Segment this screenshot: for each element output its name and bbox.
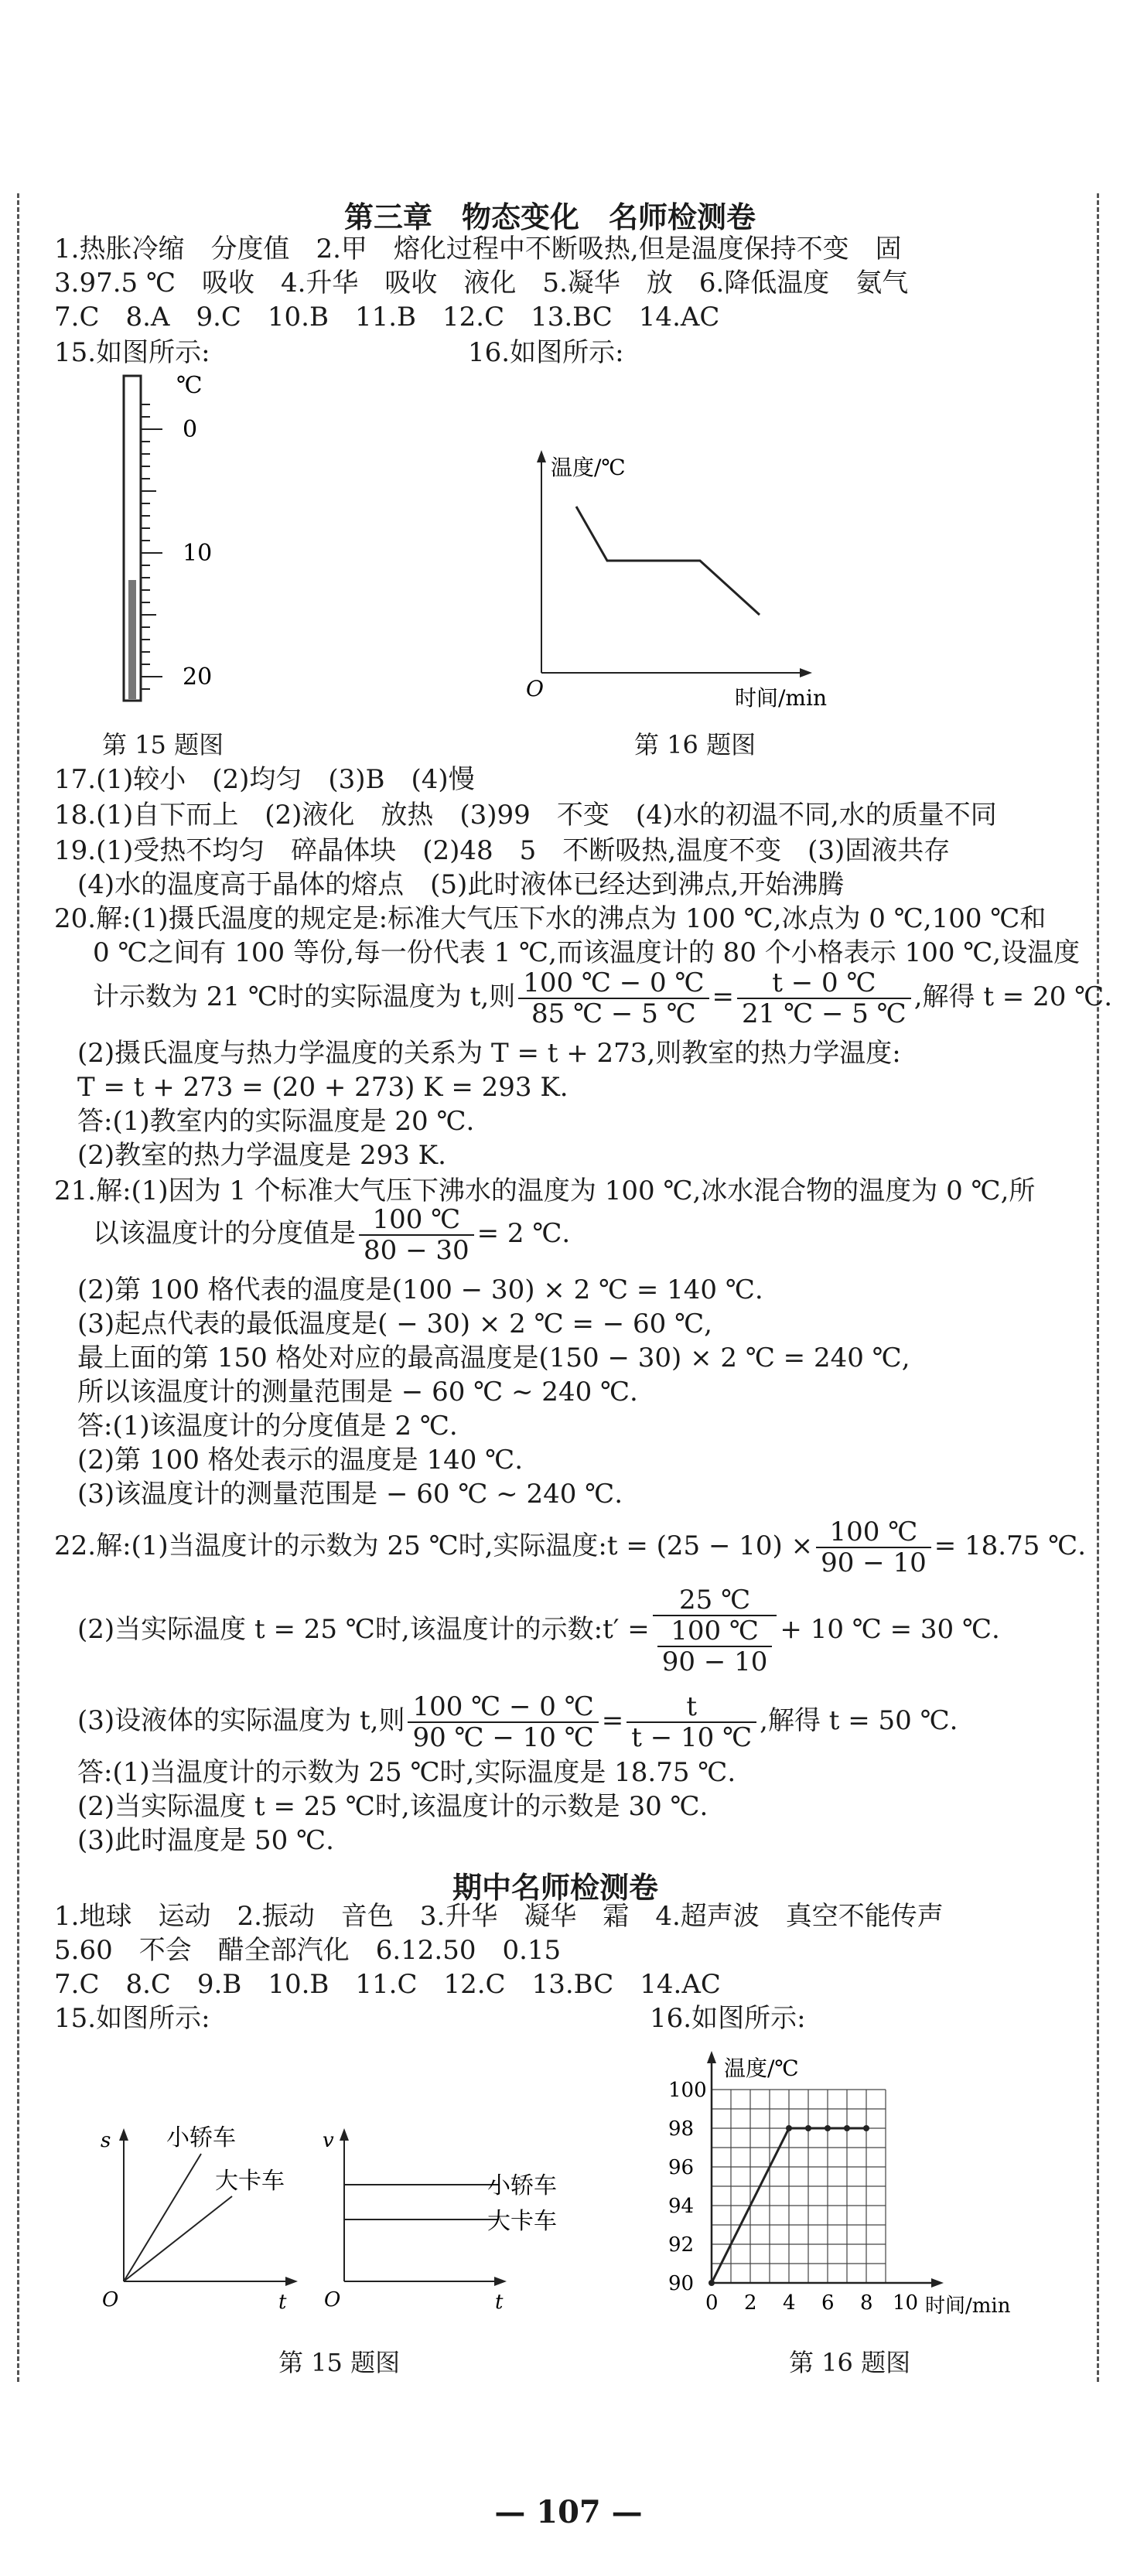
x-axis-arrow [800,668,812,677]
thermometer-body [124,376,141,701]
fraction-1 [518,968,708,1029]
y-axis-label: 温度/℃ [551,455,626,480]
st-y-label: s [101,2129,111,2152]
y-axis-arrow [537,450,546,462]
fraction-7-num: t [627,1692,756,1723]
st-truck-label: 大卡车 [215,2168,285,2195]
data-point [825,2125,831,2131]
fraction-4-den: 90 − 10 [821,1547,927,1578]
fig16-caption: 第 16 题图 [634,730,756,759]
answer-20-b: 0 ℃之间有 100 等份,每一份代表 1 ℃,而该温度计的 80 个小格表示 100 ℃,设温度 [93,937,1081,968]
answer-15-label: 15.如图所示: [54,337,210,368]
answer-22-f: (3)此时温度是 50 ℃. [77,1825,334,1856]
y-tick-label: 100 [668,2079,707,2102]
answer-22-a-pre: 22.解:(1)当温度计的示数为 25 ℃时,实际温度:t = (25 − 10) × [54,1530,814,1561]
fraction-1-num: 100 ℃ − 0 ℃ [518,968,708,999]
x-axis-label: 时间/min [925,2295,1011,2318]
v-t-graph [321,2119,599,2312]
midterm-line-2: 5.60 不会 醋全部汽化 6.12.50 0.15 [54,1935,562,1966]
x-axis-label: 时间/min [735,685,827,711]
answer-20-c [93,968,1112,1029]
x-axis-arrow [931,2278,944,2288]
answer-18: 18.(1)自下而上 (2)液化 放热 (3)99 不变 (4)水的初温不同,水的质量不同 [54,800,997,831]
vt-x-arrow [494,2277,507,2286]
y-tick-label: 92 [668,2233,695,2257]
y-tick-label: 96 [668,2156,695,2179]
fraction-3 [359,1205,474,1265]
answer-19-b: (4)水的温度高于晶体的熔点 (5)此时液体已经达到沸点,开始沸腾 [77,869,845,900]
x-tick-label: 10 [893,2291,919,2315]
fraction-4 [816,1517,931,1578]
answer-22-e: (2)当实际温度 t = 25 ℃时,该温度计的示数是 30 ℃. [77,1791,708,1822]
st-car-line [124,2154,201,2281]
st-truck-line [124,2196,232,2281]
data-point [805,2125,811,2131]
data-point [863,2125,869,2131]
answer-line-1: 1.热胀冷缩 分度值 2.甲 熔化过程中不断吸热,但是温度保持不变 固 [54,234,902,264]
vt-x-label: t [495,2291,504,2312]
answer-22-c [77,1692,958,1752]
fraction-6-num: 100 ℃ − 0 ℃ [408,1692,598,1723]
thermometer-label-10: 10 [183,540,213,567]
st-car-label: 小轿车 [166,2124,236,2151]
thermometer-label-20: 20 [183,664,213,691]
right-dashed-border [1097,193,1099,2382]
answer-20-c-pre: 计示数为 21 ℃时的实际温度为 t,则 [93,981,516,1012]
equals-sign: = [712,981,735,1012]
fraction-7 [627,1692,756,1752]
answer-21-b [93,1205,570,1265]
midterm-fig16-caption: 第 16 题图 [789,2348,911,2377]
x-tick-label: 0 [705,2291,719,2315]
x-tick-label: 4 [783,2291,796,2315]
y-tick-label: 98 [668,2117,695,2141]
left-dashed-border [17,193,19,2382]
fraction-2-num: t − 0 ℃ [737,968,911,999]
fraction-5-inner-den: 90 − 10 [661,1646,768,1677]
st-x-label: t [278,2291,287,2312]
vt-y-label: v [323,2129,334,2152]
answer-16-label: 16.如图所示: [468,337,624,368]
origin-label: O [526,676,544,701]
answer-22-d: 答:(1)当温度计的示数为 25 ℃时,实际温度是 18.75 ℃. [77,1757,736,1788]
x-tick-label: 8 [860,2291,873,2315]
thermometer-figure [108,371,294,711]
fraction-6 [408,1692,598,1752]
fraction-5 [653,1585,777,1677]
data-point [786,2125,792,2131]
fraction-2-den: 21 ℃ − 5 ℃ [742,998,907,1029]
answer-20-a: 20.解:(1)摄氏温度的规定是:标准大气压下水的沸点为 100 ℃,冰点为 0 ℃,100 ℃和 [54,903,1047,934]
answer-line-2: 3.97.5 ℃ 吸收 4.升华 吸收 液化 5.凝华 放 6.降低温度 氨气 [54,268,909,299]
y-axis-arrow [707,2051,716,2063]
midterm-15-label: 15.如图所示: [54,2003,210,2034]
answer-20-f: 答:(1)教室内的实际温度是 20 ℃. [77,1106,475,1137]
answer-22-c-post: ,解得 t = 50 ℃. [760,1705,958,1736]
midterm-fig15-caption: 第 15 题图 [278,2348,401,2377]
fraction-7-den: t − 10 ℃ [631,1722,753,1753]
answer-21-b-pre: 以该温度计的分度值是 [93,1218,356,1249]
fraction-5-inner-num: 100 ℃ [657,1616,773,1647]
equals-sign-2: = [601,1705,624,1736]
y-tick-label: 90 [668,2272,695,2295]
st-x-arrow [285,2277,298,2286]
answer-19-a: 19.(1)受热不均匀 碎晶体块 (2)48 5 不断吸热,温度不变 (3)固液共存 [54,835,951,866]
temperature-time-figure [495,441,866,719]
st-origin: O [102,2288,119,2312]
fraction-5-den [653,1616,777,1677]
answer-21-f: 所以该温度计的测量范围是 − 60 ℃ ~ 240 ℃. [77,1377,638,1407]
answer-line-3: 7.C 8.A 9.C 10.B 11.B 12.C 13.BC 14.AC [54,302,720,333]
x-tick-label: 2 [744,2291,757,2315]
vt-y-arrow [340,2128,349,2141]
answer-21-i: (3)该温度计的测量范围是 − 60 ℃ ~ 240 ℃. [77,1479,623,1510]
answer-22-c-pre: (3)设液体的实际温度为 t,则 [77,1705,405,1736]
vt-truck-label: 大卡车 [487,2208,557,2235]
answer-22-b-post: + 10 ℃ = 30 ℃. [780,1614,1000,1645]
midterm-line-1: 1.地球 运动 2.振动 音色 3.升华 凝华 霜 4.超声波 真空不能传声 [54,1901,944,1932]
fraction-4-num: 100 ℃ [816,1517,931,1548]
fraction-1-den: 85 ℃ − 5 ℃ [531,998,696,1029]
x-tick-label: 6 [821,2291,835,2315]
data-point [844,2125,850,2131]
answer-21-b-post: = 2 ℃. [476,1218,571,1249]
answer-22-a-post: = 18.75 ℃. [934,1530,1087,1561]
answer-21-g: 答:(1)该温度计的分度值是 2 ℃. [77,1411,458,1442]
fraction-5-inner [657,1616,773,1677]
chapter3-title: 第三章 物态变化 名师检测卷 [344,200,756,234]
answer-21-a: 21.解:(1)因为 1 个标准大气压下沸水的温度为 100 ℃,冰水混合物的温度为 0 ℃,所 [54,1175,1036,1206]
answer-20-g: (2)教室的热力学温度是 293 K. [77,1140,446,1171]
fig15-caption: 第 15 题图 [102,730,224,759]
midterm-line-3: 7.C 8.C 9.B 10.B 11.C 12.C 13.BC 14.AC [54,1969,721,2000]
midterm-16-label: 16.如图所示: [650,2003,806,2034]
s-t-graph [93,2119,325,2312]
answer-21-d: (3)起点代表的最低温度是( − 30) × 2 ℃ = − 60 ℃, [77,1308,712,1339]
y-axis-label: 温度/℃ [724,2056,799,2081]
data-point [708,2280,715,2286]
fraction-2 [737,968,911,1029]
answer-21-c: (2)第 100 格代表的温度是(100 − 30) × 2 ℃ = 140 ℃. [77,1274,763,1305]
fraction-3-den: 80 − 30 [364,1235,469,1266]
answer-22-a [54,1517,1086,1578]
st-y-arrow [119,2128,128,2141]
y-tick-label: 94 [668,2195,695,2218]
fraction-3-num: 100 ℃ [359,1205,474,1236]
answer-20-c-post: ,解得 t = 20 ℃. [913,981,1113,1012]
fraction-6-den: 90 ℃ − 10 ℃ [412,1722,594,1753]
answer-22-b [77,1585,1000,1677]
answer-20-e: T = t + 273 = (20 + 273) K = 293 K. [77,1072,568,1103]
vt-origin: O [324,2288,341,2312]
answer-17: 17.(1)较小 (2)均匀 (3)B (4)慢 [54,764,475,795]
vt-car-label: 小轿车 [487,2172,557,2199]
thermometer-ticks [141,404,162,689]
thermometer-label-0: 0 [183,416,198,443]
answer-21-e: 最上面的第 150 格处对应的最高温度是(150 − 30) × 2 ℃ = 240 ℃, [77,1343,910,1373]
thermometer-unit: ℃ [176,372,203,399]
page-number: — 107 — [494,2494,643,2530]
answer-20-d: (2)摄氏温度与热力学温度的关系为 T = t + 273,则教室的热力学温度: [77,1038,901,1069]
solidification-curve [576,507,760,615]
midterm-title: 期中名师检测卷 [452,1870,659,1905]
thermometer-liquid [128,580,136,699]
fraction-5-num: 25 ℃ [653,1585,777,1616]
answer-21-h: (2)第 100 格处表示的温度是 140 ℃. [77,1445,524,1476]
answer-22-b-pre: (2)当实际温度 t = 25 ℃时,该温度计的示数:t′ = [77,1614,650,1645]
boiling-chart [650,2035,1052,2345]
